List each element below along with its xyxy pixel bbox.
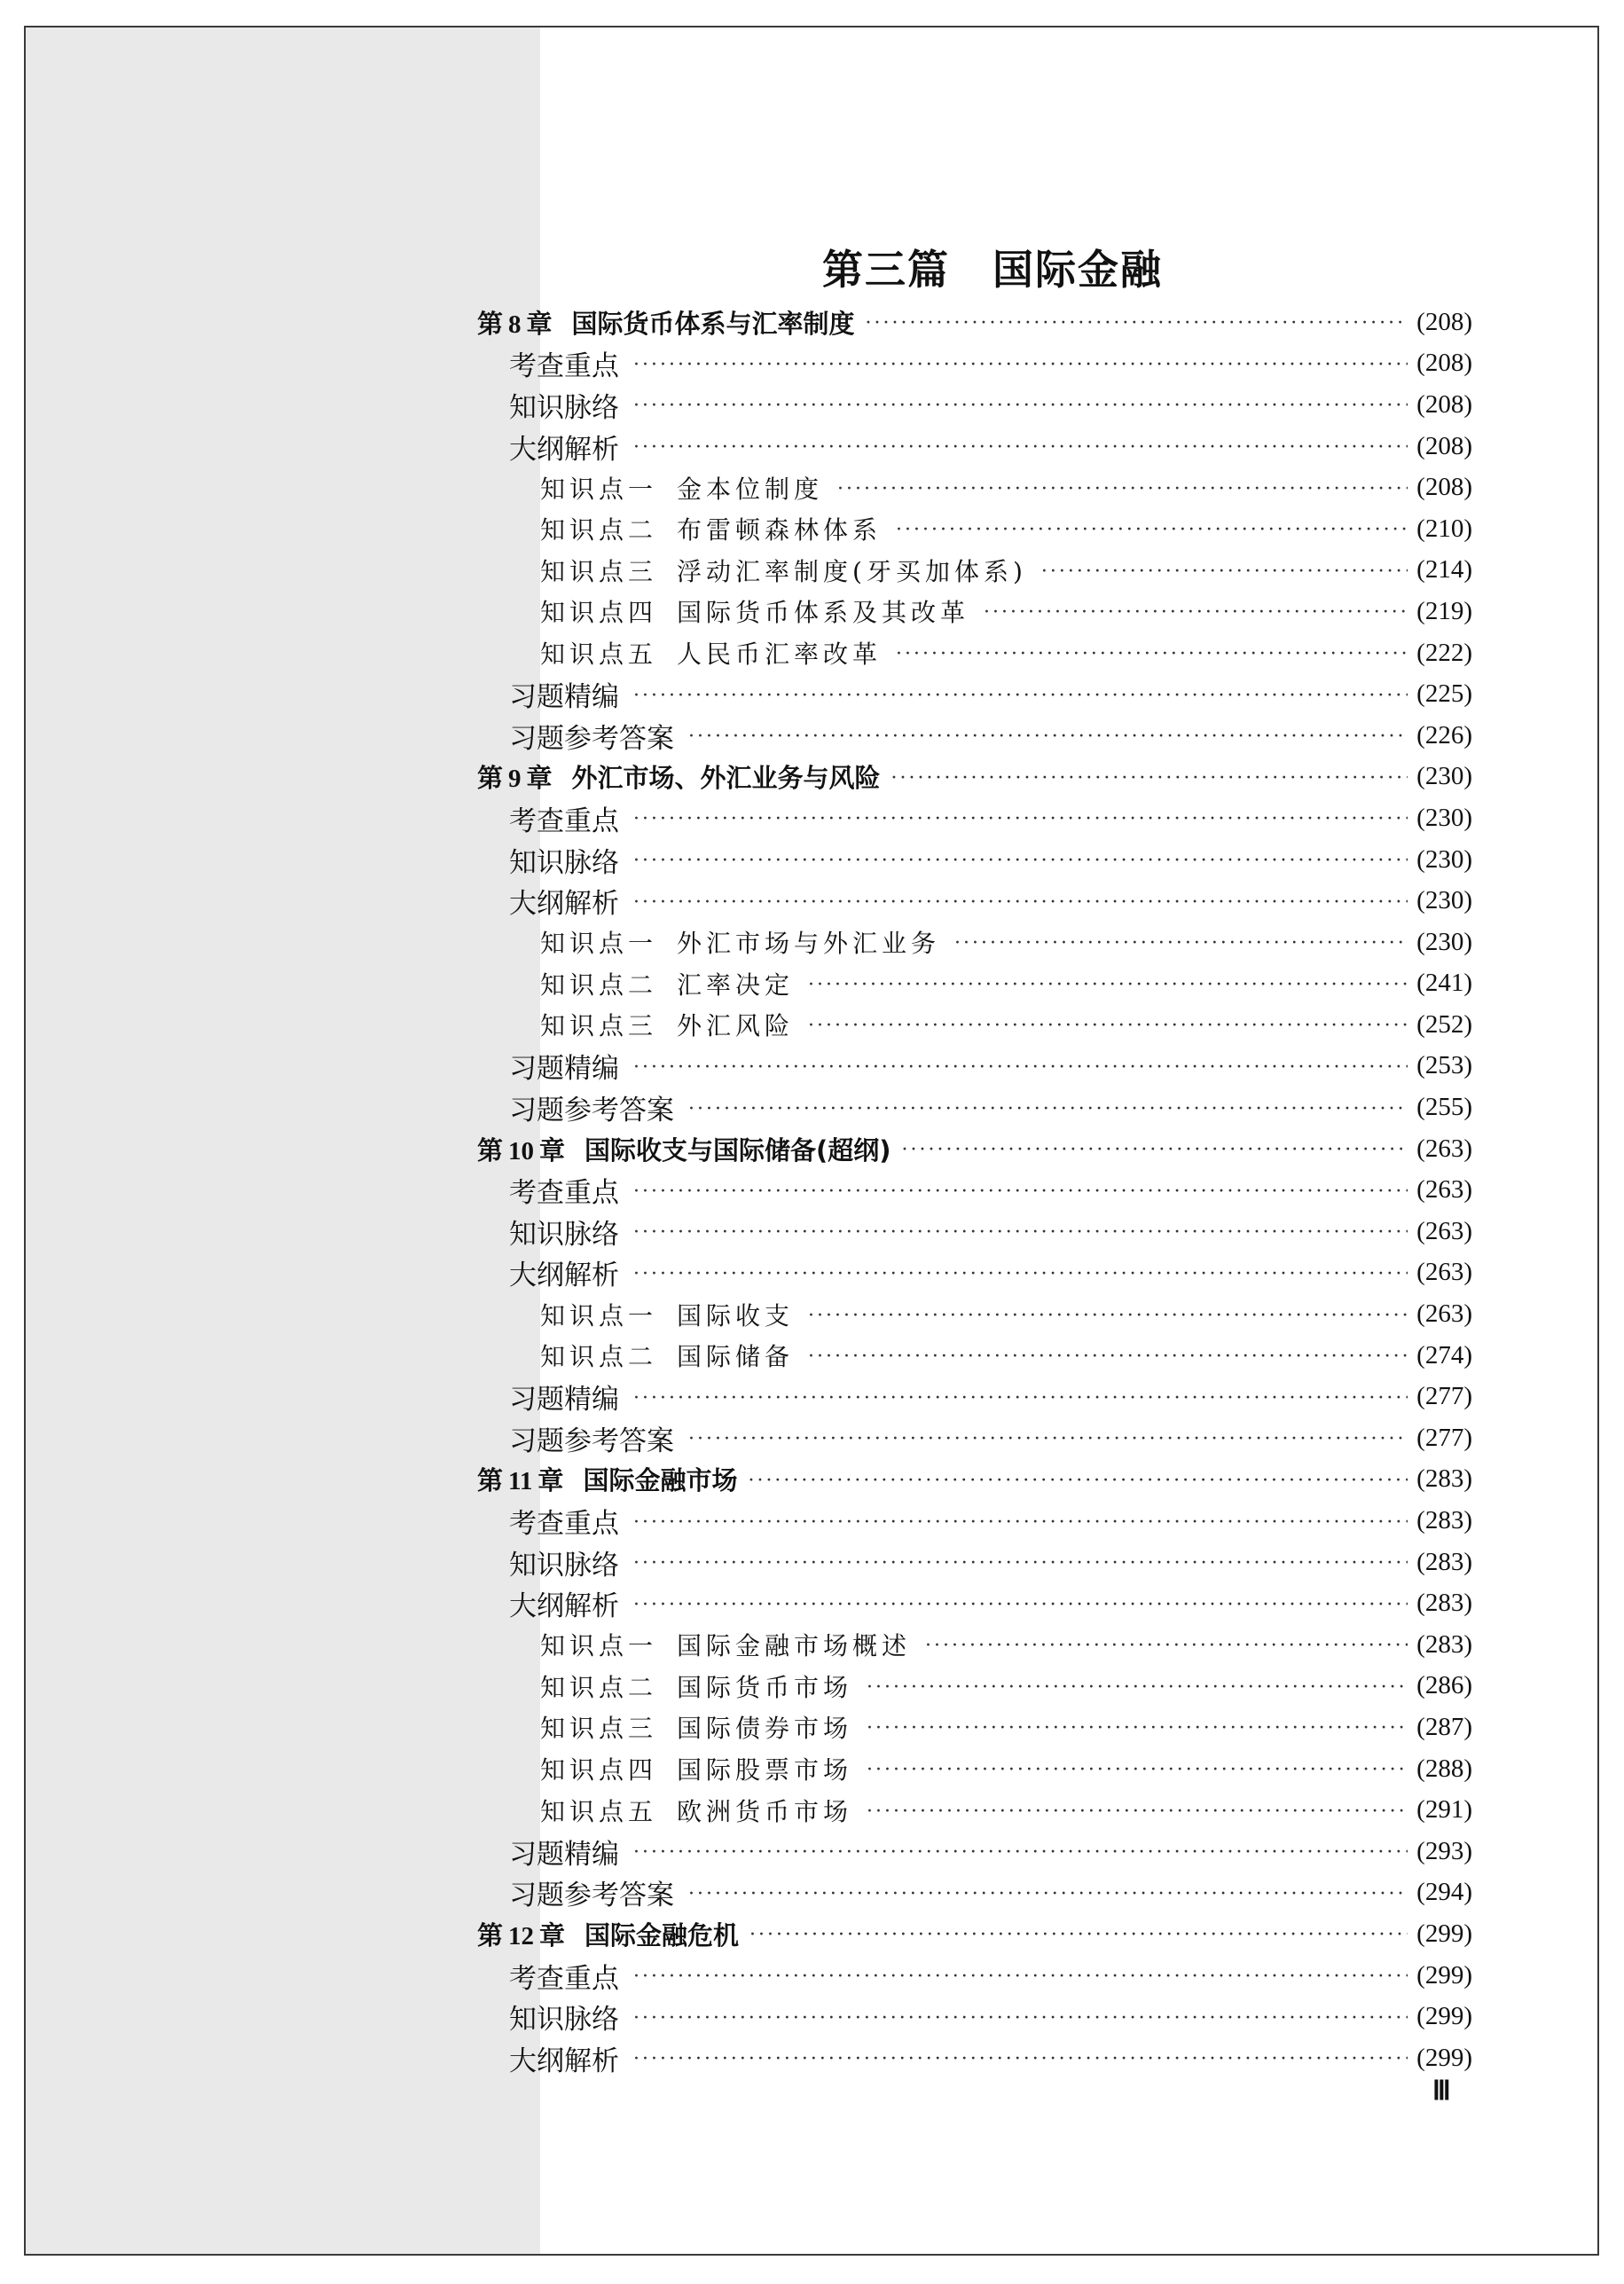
dot-leader xyxy=(808,976,1408,995)
page-number: (210) xyxy=(1416,514,1472,543)
toc-kp-row xyxy=(477,1004,1472,1046)
toc-kp-row xyxy=(477,1707,1472,1748)
chapter-title: 国际金融市场 xyxy=(583,1465,738,1496)
page-number: (208) xyxy=(1416,473,1472,502)
toc-kp-row xyxy=(477,963,1472,1005)
dot-leader xyxy=(925,1636,1408,1656)
toc-section-row xyxy=(477,1996,1472,2037)
page-number: (230) xyxy=(1416,886,1472,915)
dot-leader xyxy=(896,521,1408,540)
toc-entry-label xyxy=(477,1916,739,1952)
knowledge-point-index: 知识点二 xyxy=(540,515,658,545)
knowledge-point-title: 国际货币体系及其改革 xyxy=(677,598,970,628)
toc-section-row xyxy=(477,343,1472,385)
toc-section-row xyxy=(477,673,1472,715)
toc-entry-label: 习题参考答案 xyxy=(509,1425,674,1457)
knowledge-point-index: 知识点五 xyxy=(540,1796,658,1826)
toc-section-row xyxy=(477,1087,1472,1128)
page-number: (214) xyxy=(1416,555,1472,585)
chapter-number: 11 xyxy=(508,1467,533,1496)
dot-leader xyxy=(867,1802,1408,1822)
toc-entry-label: 知识脉络 xyxy=(509,391,619,424)
dot-leader xyxy=(954,934,1408,954)
dot-leader xyxy=(633,438,1408,458)
knowledge-point-title: 国际债券市场 xyxy=(677,1714,853,1744)
toc-entry-label xyxy=(540,1751,852,1786)
chapter-number: 9 xyxy=(508,765,522,794)
toc-kp-row xyxy=(477,591,1472,632)
page-number: (225) xyxy=(1416,679,1472,709)
toc-entry-label xyxy=(477,304,855,341)
toc-section-row xyxy=(477,880,1472,922)
toc-section-row xyxy=(477,1046,1472,1087)
toc-entry-label: 大纲解析 xyxy=(509,1590,619,1623)
part-title-text: 第三篇 国际金融 xyxy=(822,246,1163,294)
toc-entry-label xyxy=(540,1668,852,1704)
knowledge-point-index: 知识点三 xyxy=(540,1011,658,1041)
toc-entry-label: 习题精编 xyxy=(509,1053,619,1086)
dot-leader xyxy=(749,1926,1408,1945)
dot-leader xyxy=(891,769,1408,789)
toc-section-row xyxy=(477,715,1472,757)
page-number: (219) xyxy=(1416,596,1472,625)
page-number: (288) xyxy=(1416,1754,1472,1783)
toc-entry-label xyxy=(477,758,881,795)
toc-entry-label: 知识脉络 xyxy=(509,2004,619,2037)
toc-section-row xyxy=(477,1582,1472,1624)
knowledge-point-title: 国际收支 xyxy=(677,1300,795,1330)
toc-entry-label xyxy=(540,1709,852,1745)
dot-leader xyxy=(633,356,1408,375)
toc-entry-label: 习题参考答案 xyxy=(509,1095,674,1127)
toc-entry-label: 考查重点 xyxy=(509,805,619,837)
chapter-suffix: 章 xyxy=(537,1465,564,1496)
toc-kp-row xyxy=(477,1666,1472,1707)
toc-section-row xyxy=(477,797,1472,839)
toc-entry-label xyxy=(540,635,882,671)
knowledge-point-title: 金本位制度 xyxy=(677,474,824,504)
dot-leader xyxy=(1041,562,1408,582)
toc-kp-row xyxy=(477,1624,1472,1666)
toc-kp-row xyxy=(477,1748,1472,1790)
knowledge-point-title: 汇率决定 xyxy=(677,969,795,1000)
chapter-title: 国际金融危机 xyxy=(584,1919,740,1950)
knowledge-point-title: 国际货币市场 xyxy=(677,1672,853,1702)
knowledge-point-index: 知识点二 xyxy=(540,1342,658,1372)
dot-leader xyxy=(633,1389,1408,1409)
page-number: (283) xyxy=(1416,1547,1472,1576)
chapter-suffix: 章 xyxy=(526,308,553,339)
knowledge-point-index: 知识点一 xyxy=(540,1631,658,1661)
toc-section-row xyxy=(477,1500,1472,1542)
dot-leader xyxy=(837,480,1408,499)
dot-leader xyxy=(633,1596,1408,1615)
page-number: (299) xyxy=(1416,2002,1472,2031)
chapter-suffix: 章 xyxy=(539,1919,566,1950)
toc-section-row xyxy=(477,426,1472,467)
page-number: (255) xyxy=(1416,1093,1472,1122)
knowledge-point-index: 知识点四 xyxy=(540,598,658,628)
chapter-title: 国际货币体系与汇率制度 xyxy=(571,308,855,339)
toc-kp-row xyxy=(477,632,1472,674)
dot-leader xyxy=(633,1182,1408,1202)
page-folio: Ⅲ xyxy=(1432,2076,1451,2106)
toc-entry-label xyxy=(540,593,969,629)
dot-leader xyxy=(984,603,1408,623)
toc-section-row xyxy=(477,1831,1472,1872)
page-number: (230) xyxy=(1416,844,1472,874)
dot-leader xyxy=(748,1472,1408,1491)
toc-section-row xyxy=(477,2037,1472,2079)
dot-leader xyxy=(633,1223,1408,1243)
toc-entry-label xyxy=(540,553,1027,588)
dot-leader xyxy=(866,314,1408,334)
page-number: (263) xyxy=(1416,1134,1472,1163)
dot-leader xyxy=(688,1430,1408,1449)
knowledge-point-index: 知识点三 xyxy=(540,1714,658,1744)
toc-section-row xyxy=(477,1542,1472,1583)
dot-leader xyxy=(633,1967,1408,1987)
toc-entry-label: 知识脉络 xyxy=(509,846,619,879)
toc-entry-label xyxy=(540,924,940,960)
dot-leader xyxy=(867,1719,1408,1739)
chapter-number: 8 xyxy=(508,310,522,339)
chapter-suffix: 章 xyxy=(539,1134,566,1166)
dot-leader xyxy=(867,1761,1408,1780)
toc-entry-label: 大纲解析 xyxy=(509,888,619,921)
page-number: (287) xyxy=(1416,1712,1472,1741)
toc-section-row xyxy=(477,1417,1472,1459)
knowledge-point-index: 知识点五 xyxy=(540,640,658,670)
toc-entry-label xyxy=(540,511,882,546)
toc-kp-row xyxy=(477,467,1472,508)
toc-section-row xyxy=(477,1955,1472,1997)
knowledge-point-index: 知识点二 xyxy=(540,969,658,1000)
toc-kp-row xyxy=(477,1335,1472,1377)
dot-leader xyxy=(633,1265,1408,1284)
page-number: (230) xyxy=(1416,762,1472,791)
page-number: (208) xyxy=(1416,431,1472,460)
toc-chapter-row xyxy=(477,1913,1472,1955)
page-number: (241) xyxy=(1416,969,1472,998)
toc-entry-label: 考查重点 xyxy=(509,1177,619,1210)
knowledge-point-title: 人民币汇率改革 xyxy=(677,640,883,670)
toc-entry-label: 知识脉络 xyxy=(509,1218,619,1251)
toc-chapter-row xyxy=(477,1128,1472,1170)
chapter-prefix: 第 xyxy=(477,1134,504,1166)
toc-section-row xyxy=(477,1169,1472,1211)
page-number: (283) xyxy=(1416,1464,1472,1494)
toc-section-row xyxy=(477,839,1472,881)
toc-entry-label xyxy=(540,1627,911,1662)
dot-leader xyxy=(688,1100,1408,1119)
dot-leader xyxy=(633,2009,1408,2029)
toc-entry-label: 知识脉络 xyxy=(509,1549,619,1582)
toc-chapter-row xyxy=(477,302,1472,343)
chapter-title: 国际收支与国际储备(超纲) xyxy=(584,1134,891,1166)
toc-entry-label: 考查重点 xyxy=(509,1962,619,1995)
dot-leader xyxy=(633,1843,1408,1863)
dot-leader xyxy=(633,396,1408,416)
knowledge-point-index: 知识点三 xyxy=(540,556,658,586)
page-number: (230) xyxy=(1416,927,1472,956)
page-number: (253) xyxy=(1416,1051,1472,1080)
knowledge-point-title: 外汇风险 xyxy=(677,1011,795,1041)
toc-entry-label: 习题参考答案 xyxy=(509,1880,674,1912)
page-number: (208) xyxy=(1416,307,1472,336)
knowledge-point-index: 知识点四 xyxy=(540,1755,658,1786)
dot-leader xyxy=(808,1307,1408,1326)
knowledge-point-title: 国际储备 xyxy=(677,1342,795,1372)
dot-leader xyxy=(633,852,1408,871)
page-number: (263) xyxy=(1416,1258,1472,1287)
dot-leader xyxy=(902,1141,1408,1160)
toc-kp-row xyxy=(477,508,1472,550)
toc-entry-label xyxy=(540,1007,794,1042)
chapter-prefix: 第 xyxy=(477,1919,504,1950)
page-number: (299) xyxy=(1416,1919,1472,1948)
dot-leader xyxy=(633,2050,1408,2069)
toc-entry-label xyxy=(540,1338,794,1373)
margin-band xyxy=(26,27,540,2254)
toc-entry-label: 习题参考答案 xyxy=(509,722,674,755)
page-number: (299) xyxy=(1416,2043,1472,2072)
chapter-prefix: 第 xyxy=(477,308,504,339)
toc-section-row xyxy=(477,384,1472,426)
page-number: (263) xyxy=(1416,1299,1472,1329)
toc-section-row xyxy=(477,1252,1472,1294)
toc-kp-row xyxy=(477,922,1472,963)
knowledge-point-title: 欧洲货币市场 xyxy=(677,1796,853,1826)
page-number: (283) xyxy=(1416,1629,1472,1659)
page-number: (226) xyxy=(1416,720,1472,750)
page-number: (283) xyxy=(1416,1506,1472,1535)
page-number: (299) xyxy=(1416,1960,1472,1990)
page-number: (263) xyxy=(1416,1216,1472,1245)
page-number: (263) xyxy=(1416,1175,1472,1205)
knowledge-point-index: 知识点一 xyxy=(540,474,658,504)
knowledge-point-index: 知识点一 xyxy=(540,1300,658,1330)
toc-entry-label: 大纲解析 xyxy=(509,1260,619,1292)
dot-leader xyxy=(633,810,1408,829)
toc-entry-label: 习题精编 xyxy=(509,681,619,714)
toc-entry-label xyxy=(477,1131,891,1167)
page-number: (222) xyxy=(1416,638,1472,667)
chapter-prefix: 第 xyxy=(477,763,504,794)
dot-leader xyxy=(688,1885,1408,1904)
page-number: (208) xyxy=(1416,389,1472,419)
page-number: (286) xyxy=(1416,1671,1472,1700)
page-number: (283) xyxy=(1416,1589,1472,1618)
dot-leader xyxy=(633,1513,1408,1533)
knowledge-point-title: 布雷顿森林体系 xyxy=(677,515,883,545)
page-number: (291) xyxy=(1416,1795,1472,1825)
toc-section-row xyxy=(477,1376,1472,1417)
dot-leader xyxy=(808,1016,1408,1036)
page-number: (277) xyxy=(1416,1423,1472,1452)
knowledge-point-title: 国际股票市场 xyxy=(677,1755,853,1786)
dot-leader xyxy=(808,1347,1408,1367)
toc-kp-row xyxy=(477,1789,1472,1831)
toc-chapter-row xyxy=(477,757,1472,798)
page-number: (230) xyxy=(1416,803,1472,832)
chapter-number: 12 xyxy=(508,1921,535,1950)
dot-leader xyxy=(633,1058,1408,1078)
page-number: (274) xyxy=(1416,1340,1472,1370)
toc-chapter-row xyxy=(477,1459,1472,1501)
toc-entry-label xyxy=(540,470,823,506)
toc-kp-row xyxy=(477,1293,1472,1335)
page-number: (277) xyxy=(1416,1382,1472,1411)
toc-entry-label: 考查重点 xyxy=(509,350,619,383)
toc-entry-label xyxy=(477,1461,737,1497)
toc-section-row xyxy=(477,1872,1472,1914)
dot-leader xyxy=(633,687,1408,706)
toc-entry-label xyxy=(540,966,794,1001)
knowledge-point-title: 外汇市场与外汇业务 xyxy=(677,929,941,959)
toc-entry-label: 习题精编 xyxy=(509,1384,619,1417)
page-number: (293) xyxy=(1416,1836,1472,1865)
knowledge-point-title: 浮动汇率制度(牙买加体系) xyxy=(677,556,1027,586)
dot-leader xyxy=(633,893,1408,913)
toc-entry-label: 习题精编 xyxy=(509,1838,619,1871)
dot-leader xyxy=(896,645,1408,664)
page-number: (294) xyxy=(1416,1878,1472,1907)
table-of-contents xyxy=(477,302,1472,2079)
chapter-title: 外汇市场、外汇业务与风险 xyxy=(571,763,881,794)
toc-entry-label xyxy=(540,1793,852,1828)
toc-entry-label: 大纲解析 xyxy=(509,2045,619,2077)
chapter-prefix: 第 xyxy=(477,1465,504,1496)
chapter-suffix: 章 xyxy=(526,763,553,794)
toc-entry-label: 大纲解析 xyxy=(509,433,619,466)
toc-entry-label: 考查重点 xyxy=(509,1508,619,1541)
dot-leader xyxy=(633,1554,1408,1574)
knowledge-point-title: 国际金融市场概述 xyxy=(677,1631,912,1661)
knowledge-point-index: 知识点一 xyxy=(540,929,658,959)
toc-entry-label xyxy=(540,1297,794,1332)
page-number: (208) xyxy=(1416,349,1472,378)
toc-section-row xyxy=(477,1211,1472,1252)
dot-leader xyxy=(688,727,1408,747)
page-number: (252) xyxy=(1416,1009,1472,1039)
toc-kp-row xyxy=(477,550,1472,592)
knowledge-point-index: 知识点二 xyxy=(540,1672,658,1702)
dot-leader xyxy=(867,1678,1408,1698)
chapter-number: 10 xyxy=(508,1136,535,1166)
